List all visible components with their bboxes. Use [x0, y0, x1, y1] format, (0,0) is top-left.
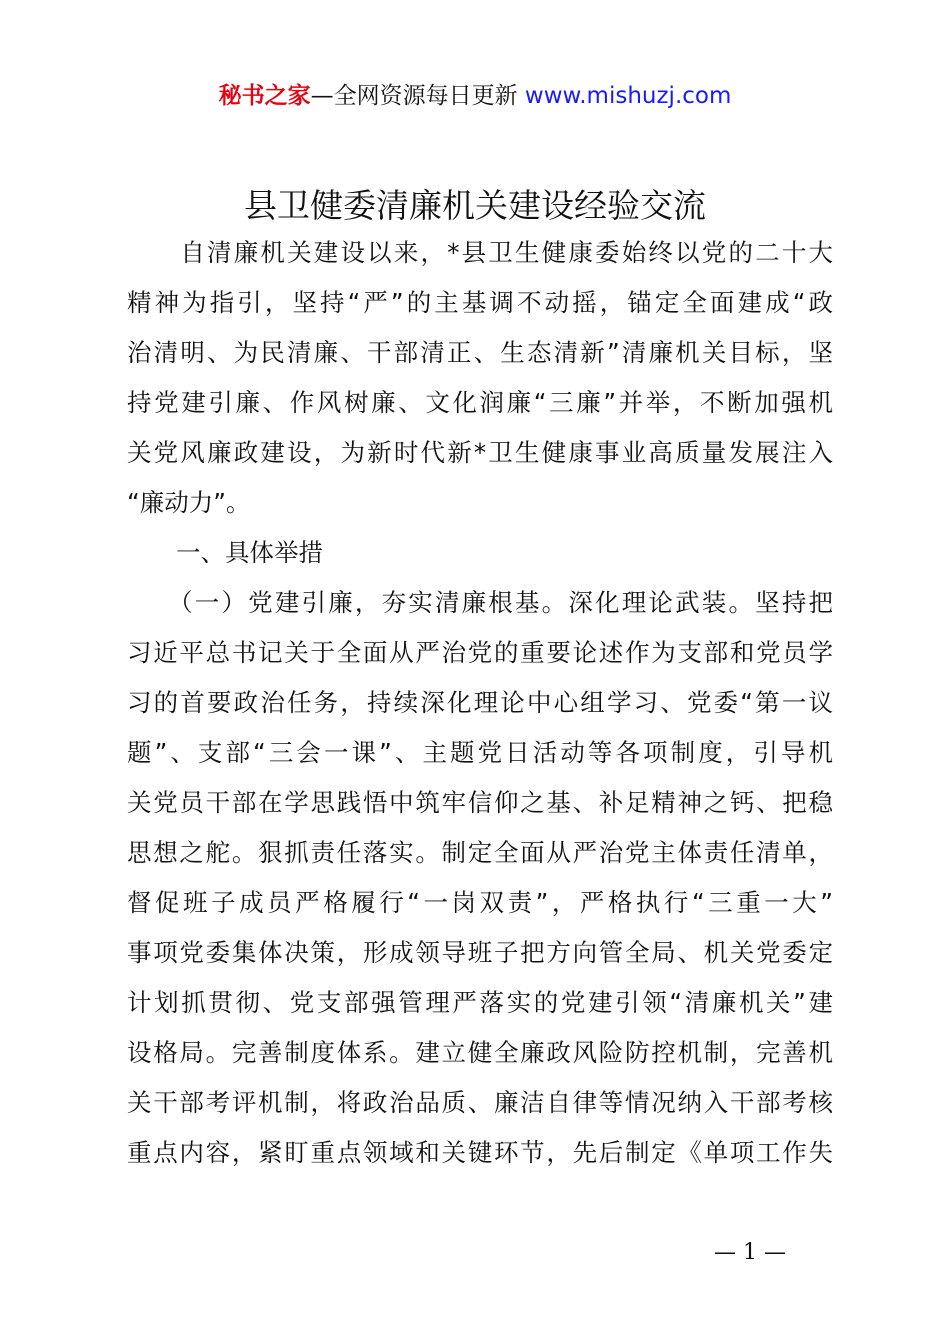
body-line: 设格局。完善制度体系。建立健全廉政风险防控机制，完善机	[127, 1038, 833, 1067]
body-line: 习近平总书记关于全面从严治党的重要论述作为支部和党员学	[127, 638, 833, 667]
body-line: 关党风廉政建设，为新时代新*卫生健康事业高质量发展注入	[127, 438, 833, 467]
body-line: 治清明、为民清廉、干部清正、生态清新”清廉机关目标，坚	[127, 338, 833, 367]
body-line: 思想之舵。狠抓责任落实。制定全面从严治党主体责任清单，	[127, 838, 833, 867]
site-url-link[interactable]: www.mishuzj.com	[524, 83, 732, 109]
body-line: 精神为指引，坚持“严”的主基调不动摇，锚定全面建成“政	[127, 288, 833, 317]
page-number: — 1 —	[714, 1240, 786, 1265]
body-line: 自清廉机关建设以来，*县卫生健康委始终以党的二十大	[127, 238, 833, 267]
body-line: 事项党委集体决策，形成领导班子把方向管全局、机关党委定	[127, 938, 833, 967]
body-line: 重点内容，紧盯重点领域和关键环节，先后制定《单项工作失	[127, 1138, 833, 1167]
body-line: 题”、支部“三会一课”、主题党日活动等各项制度，引导机	[127, 738, 833, 767]
body-line: 关党员干部在学思践悟中筑牢信仰之基、补足精神之钙、把稳	[127, 788, 833, 817]
body-line: 关干部考评机制，将政治品质、廉洁自律等情况纳入干部考核	[127, 1088, 833, 1117]
brand-name: 秘书之家	[218, 83, 311, 109]
body-line: 计划抓贯彻、党支部强管理严落实的党建引领“清廉机关”建	[127, 988, 833, 1017]
site-header	[0, 80, 950, 112]
body-line: （一）党建引廉，夯实清廉根基。深化理论武装。坚持把	[127, 588, 833, 617]
body-line: 习的首要政治任务，持续深化理论中心组学习、党委“第一议	[127, 688, 833, 717]
body-line: “廉动力”。	[127, 488, 251, 517]
header-tagline: —全网资源每日更新	[310, 83, 525, 109]
body-line: 持党建引廉、作风树廉、文化润廉“三廉”并举，不断加强机	[127, 388, 833, 417]
section-heading: 一、具体举措	[127, 538, 323, 567]
body-line: 督促班子成员严格履行“一岗双责”，严格执行“三重一大”	[127, 888, 833, 917]
document-title: 县卫健委清廉机关建设经验交流	[244, 186, 706, 225]
